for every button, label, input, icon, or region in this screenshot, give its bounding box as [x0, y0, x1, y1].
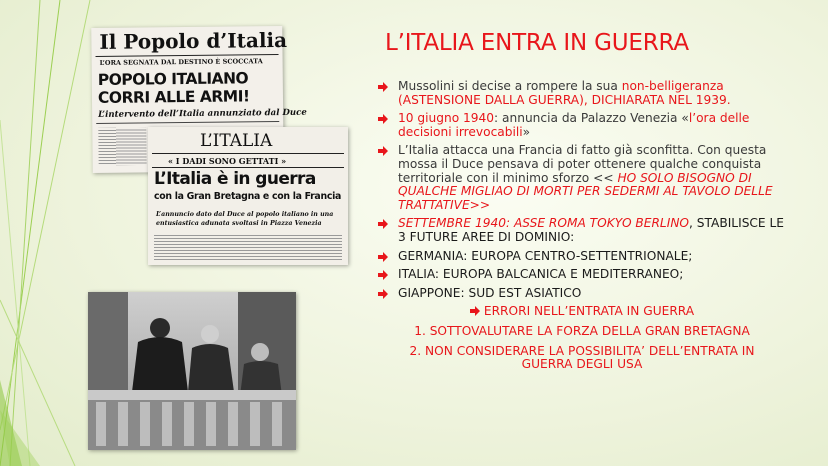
- error-item-2: 2. NON CONSIDERARE LA POSSIBILITA’ DELL’ENTRATA IN GUERRA DEGLI USA: [409, 343, 755, 372]
- newspaper1-subline: L’ORA SEGNATA DAL DESTINO È SCOCCATA: [99, 57, 263, 67]
- bullet-list: [372, 80, 792, 378]
- bullet-item-2: [372, 112, 792, 139]
- newspaper2-caption1: L’annuncio dato dal Duce al popolo italiano in una: [156, 211, 334, 218]
- bullet-item-5: [372, 250, 792, 264]
- newspaper1-subhead: L’intervento dell’Italia annunziato dal Duce: [98, 107, 307, 120]
- bullet2-date: 10 giugno 1940: [398, 111, 495, 126]
- bullet1-red: non-belligeranza (ASTENSIONE DALLA GUERRA), DICHIARATA NEL 1939.: [398, 79, 731, 107]
- bullet-item-3: [372, 144, 792, 212]
- newspaper2-masthead: L’ITALIA: [200, 131, 273, 151]
- bullet7-text: GIAPPONE: SUD EST ASIATICO: [398, 285, 582, 300]
- bullet6-text: ITALIA: EUROPA BALCANICA E MEDITERRANEO;: [398, 267, 684, 282]
- bullet-arrow-icon: [378, 146, 388, 156]
- bullet1-text: Mussolini si decise a rompere la sua: [398, 79, 622, 93]
- newspaper1-headline1: POPOLO ITALIANO: [97, 69, 249, 89]
- errors-heading: [372, 305, 792, 319]
- bullet-arrow-icon: [378, 82, 388, 92]
- bullet-arrow-icon: [470, 306, 480, 316]
- newspaper1-headline2: CORRI ALLE ARMI!: [97, 87, 250, 107]
- bullet3-tail: >>: [469, 197, 491, 212]
- bullet2-quote: l’ora delle decisioni irrevocabili: [398, 111, 750, 139]
- bullet-item-7: [372, 287, 792, 301]
- bullet2-text: : annuncia da Palazzo Venezia «: [494, 111, 689, 126]
- newspaper2-headline2: con la Gran Bretagna e con la Francia: [154, 191, 342, 202]
- newspaper1-masthead: Il Popolo d’Italia: [99, 27, 288, 54]
- bullet-arrow-icon: [378, 270, 388, 280]
- bullet4-red: SETTEMBRE 1940: ASSE ROMA TOKYO BERLINO: [398, 216, 690, 231]
- bullet2-tail: »: [522, 124, 531, 139]
- bullet3-quote: HO SOLO BISOGNO DI QUALCHE MIGLIAO DI MORTI PER SEDERMI AL TAVOLO DELLE TRATTATIVE: [398, 170, 773, 212]
- bullet3-text: L’Italia attacca una Francia di fatto già sconfitta. Con questa mossa il Duce pensava di poter ottenere qualche conquista territoriale con il minimo sforzo <<: [398, 143, 767, 185]
- bullet-arrow-icon: [378, 219, 388, 229]
- bullet-item-4: [372, 217, 792, 244]
- mussolini-balcony-photo: [88, 292, 296, 450]
- newspaper2-caption2: entusiastica adunata svoltasi in Piazza Venezia: [156, 220, 322, 227]
- balcony-photo-drawing: [88, 292, 296, 450]
- bullet-item-1: [372, 80, 792, 107]
- bullet5-text: GERMANIA: EUROPA CENTRO-SETTENTRIONALE;: [398, 248, 693, 263]
- bullet-item-6: [372, 268, 792, 282]
- newspaper2-headline1: L’Italia è in guerra: [154, 169, 316, 189]
- errors-heading-text: ERRORI NELL’ENTRATA IN GUERRA: [483, 304, 695, 319]
- bullet-arrow-icon: [378, 252, 388, 262]
- bullet-arrow-icon: [378, 289, 388, 299]
- bullet4-text: , STABILISCE LE 3 FUTURE AREE DI DOMINIO:: [398, 216, 785, 244]
- slide-title: L’ITALIA ENTRA IN GUERRA: [385, 30, 689, 56]
- newspaper-litalia-image: [148, 127, 348, 265]
- error-item-1: 1. SOTTOVALUTARE LA FORZA DELLA GRAN BRETAGNA: [414, 323, 750, 338]
- newspaper2-banner: « I DADI SONO GETTATI »: [168, 156, 287, 166]
- bullet-arrow-icon: [378, 114, 388, 124]
